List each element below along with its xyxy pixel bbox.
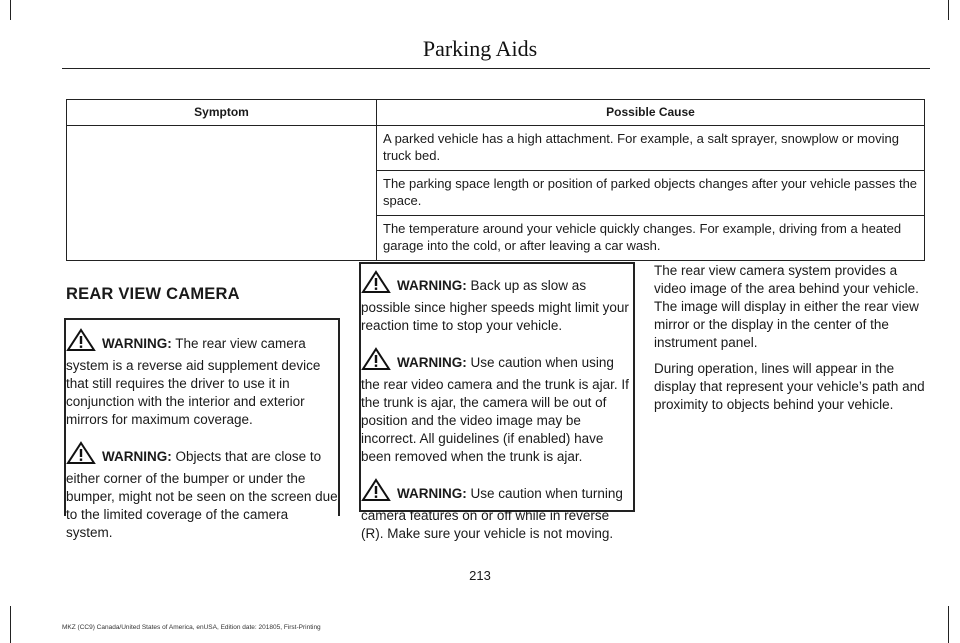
warning-text: The rear view camera system is a reverse aid supplement device that still requires the driver to use it in conjunction with the interior and exterior mirrors for maximum coverage.: [66, 336, 321, 427]
warning-box-middle: [359, 262, 635, 541]
crop-mark-bottom-left: [10, 606, 11, 643]
header-divider: [62, 68, 930, 69]
crop-mark-top-right: [948, 0, 949, 20]
page-number: 213: [469, 568, 491, 583]
section-heading: REAR VIEW CAMERA: [66, 285, 240, 303]
warning-triangle-icon: [361, 270, 391, 299]
body-paragraph: During operation, lines will appear in the display that represent your vehicle’s path and proximity to objects behind your vehicle.: [654, 361, 925, 412]
warning-label: WARNING:: [102, 336, 172, 351]
warning-box-left: [64, 318, 340, 540]
symptom-table: [66, 99, 925, 261]
body-paragraph: The rear view camera system provides a video image of the area behind your vehicle. The image will display in either the rear view mirror or the display in the center of the instrument panel.: [654, 263, 919, 350]
warning-paragraph: [361, 270, 633, 335]
cause-cell: The temperature around your vehicle quickly changes. For example, driving from a heated garage into the cold, or after leaving a car wash.: [377, 216, 925, 261]
cause-cell: The parking space length or position of parked objects changes after your vehicle passes the space.: [377, 171, 925, 216]
crop-mark-bottom-right: [948, 606, 949, 643]
warning-text: Back up as slow as possible since higher speeds might limit your reaction time to stop your vehicle.: [361, 278, 629, 333]
warning-paragraph: [361, 347, 633, 466]
warning-label: WARNING:: [397, 355, 467, 370]
symptom-cell: [67, 126, 377, 261]
warning-triangle-icon: [361, 478, 391, 507]
column-header-possible-cause: Possible Cause: [377, 100, 925, 126]
warning-text: Objects that are close to either corner of the bumper or under the bumper, might not be seen on the screen due to the limited coverage of the camera system.: [66, 449, 338, 540]
page-title: Parking Aids: [422, 36, 538, 61]
warning-text: Use caution when turning camera features on or off while in reverse (R). Make sure your vehicle is not moving.: [361, 486, 623, 541]
warning-paragraph: [66, 324, 338, 429]
cause-cell: A parked vehicle has a high attachment. For example, a salt sprayer, snowplow or moving truck bed.: [377, 126, 925, 171]
warning-triangle-icon: [66, 328, 96, 357]
warning-triangle-icon: [361, 347, 391, 376]
warning-label: WARNING:: [397, 486, 467, 501]
body-text-column: [654, 262, 930, 422]
warning-triangle-icon: [66, 441, 96, 470]
column-header-symptom: Symptom: [67, 100, 377, 126]
warning-paragraph: [66, 441, 338, 542]
footer-edition-info: MKZ (CC9) Canada/United States of America, enUSA, Edition date: 201805, First-Printing: [62, 624, 321, 631]
crop-mark-top-left: [10, 0, 11, 20]
warning-text: Use caution when using the rear video camera and the trunk is ajar. If the trunk is ajar, the camera will be out of position and the video image may be incorrect. All guidelines (if enabled) have been removed when the trunk is ajar.: [361, 355, 629, 464]
warning-label: WARNING:: [397, 278, 467, 293]
warning-label: WARNING:: [102, 449, 172, 464]
warning-paragraph: [361, 478, 633, 543]
